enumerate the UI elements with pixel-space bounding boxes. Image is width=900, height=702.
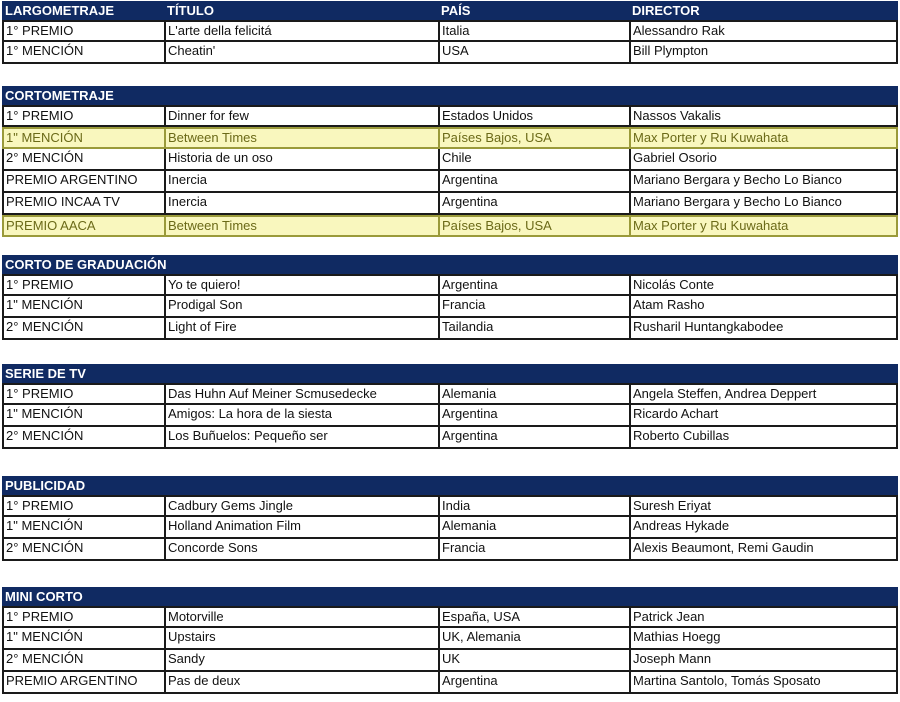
director-cell: Ricardo Achart (629, 405, 898, 425)
country-cell: Argentina (438, 672, 629, 692)
table-row (2, 650, 898, 672)
director-cell: Andreas Hykade (629, 517, 898, 537)
country-cell: Argentina (438, 193, 629, 213)
table-row (2, 42, 898, 64)
table-row (2, 149, 898, 171)
title-cell: Holland Animation Film (164, 517, 438, 537)
title-cell: Inercia (164, 171, 438, 191)
award-cell: 1" MENCIÓN (2, 129, 164, 147)
title-cell: Between Times (164, 129, 438, 147)
country-cell: Alemania (438, 385, 629, 403)
column-header-country: PAÍS (441, 3, 471, 18)
director-cell: Mariano Bergara y Becho Lo Bianco (629, 171, 898, 191)
director-cell: Atam Rasho (629, 296, 898, 316)
country-cell: Tailandia (438, 318, 629, 338)
table-row (2, 318, 898, 340)
award-cell: 2° MENCIÓN (2, 318, 164, 338)
director-cell: Max Porter y Ru Kuwahata (629, 217, 898, 235)
country-cell: USA (438, 42, 629, 62)
table-row-highlighted (2, 215, 898, 237)
country-cell: Países Bajos, USA (438, 129, 629, 147)
table-row (2, 20, 898, 42)
section-corto-de-graduacion (2, 255, 898, 340)
director-cell: Gabriel Osorio (629, 149, 898, 169)
title-cell: Historia de un oso (164, 149, 438, 169)
title-cell: Inercia (164, 193, 438, 213)
award-cell: 1" MENCIÓN (2, 405, 164, 425)
director-cell: Nassos Vakalis (629, 107, 898, 125)
award-cell: 2° MENCIÓN (2, 650, 164, 670)
country-cell: Italia (438, 22, 629, 40)
section-title: SERIE DE TV (5, 366, 86, 381)
table-row (2, 517, 898, 539)
section-mini-corto (2, 587, 898, 694)
award-cell: 1" MENCIÓN (2, 628, 164, 648)
director-cell: Angela Steffen, Andrea Deppert (629, 385, 898, 403)
table-row (2, 495, 898, 517)
table-row (2, 427, 898, 449)
country-cell: España, USA (438, 608, 629, 626)
country-cell: UK (438, 650, 629, 670)
title-cell: Motorville (164, 608, 438, 626)
title-cell: Between Times (164, 217, 438, 235)
award-cell: 1° PREMIO (2, 497, 164, 515)
section-header (2, 364, 898, 383)
section-header (2, 476, 898, 495)
director-cell: Alexis Beaumont, Remi Gaudin (629, 539, 898, 559)
award-cell: PREMIO INCAA TV (2, 193, 164, 213)
director-cell: Nicolás Conte (629, 276, 898, 294)
director-cell: Martina Santolo, Tomás Sposato (629, 672, 898, 692)
section-header (2, 587, 898, 606)
director-cell: Bill Plympton (629, 42, 898, 62)
title-cell: Das Huhn Auf Meiner Scmusedecke (164, 385, 438, 403)
director-cell: Suresh Eriyat (629, 497, 898, 515)
award-cell: 1° MENCIÓN (2, 42, 164, 62)
title-cell: Yo te quiero! (164, 276, 438, 294)
country-cell: Alemania (438, 517, 629, 537)
country-cell: Chile (438, 149, 629, 169)
table-row (2, 539, 898, 561)
title-cell: Concorde Sons (164, 539, 438, 559)
country-cell: Argentina (438, 276, 629, 294)
title-cell: Pas de deux (164, 672, 438, 692)
country-cell: Argentina (438, 405, 629, 425)
director-cell: Roberto Cubillas (629, 427, 898, 447)
section-publicidad (2, 476, 898, 561)
section-serie-de-tv (2, 364, 898, 449)
section-title: LARGOMETRAJE (5, 3, 115, 18)
section-header (2, 86, 898, 105)
award-cell: 1" MENCIÓN (2, 517, 164, 537)
award-cell: 1° PREMIO (2, 385, 164, 403)
award-cell: 1° PREMIO (2, 107, 164, 125)
column-header-title: TÍTULO (167, 3, 214, 18)
section-header (2, 1, 898, 20)
award-cell: 2° MENCIÓN (2, 427, 164, 447)
award-cell: PREMIO ARGENTINO (2, 171, 164, 191)
title-cell: Cadbury Gems Jingle (164, 497, 438, 515)
title-cell: Sandy (164, 650, 438, 670)
director-cell: Max Porter y Ru Kuwahata (629, 129, 898, 147)
column-header-director: DIRECTOR (632, 3, 700, 18)
section-cortometraje (2, 86, 898, 237)
country-cell: Países Bajos, USA (438, 217, 629, 235)
title-cell: L'arte della felicitá (164, 22, 438, 40)
section-title: MINI CORTO (5, 589, 83, 604)
director-cell: Mariano Bergara y Becho Lo Bianco (629, 193, 898, 213)
director-cell: Rusharil Huntangkabodee (629, 318, 898, 338)
country-cell: Argentina (438, 427, 629, 447)
award-cell: 2° MENCIÓN (2, 149, 164, 169)
director-cell: Patrick Jean (629, 608, 898, 626)
director-cell: Mathias Hoegg (629, 628, 898, 648)
section-title: PUBLICIDAD (5, 478, 86, 493)
table-row (2, 171, 898, 193)
section-title: CORTO DE GRADUACIÓN (5, 257, 167, 272)
title-cell: Light of Fire (164, 318, 438, 338)
table-row (2, 193, 898, 215)
table-row (2, 405, 898, 427)
award-cell: 1° PREMIO (2, 276, 164, 294)
award-cell: 1" MENCIÓN (2, 296, 164, 316)
table-row (2, 672, 898, 694)
director-cell: Joseph Mann (629, 650, 898, 670)
award-cell: 1° PREMIO (2, 608, 164, 626)
table-row (2, 105, 898, 127)
director-cell: Alessandro Rak (629, 22, 898, 40)
table-row (2, 296, 898, 318)
section-title: CORTOMETRAJE (5, 88, 114, 103)
title-cell: Dinner for few (164, 107, 438, 125)
country-cell: Francia (438, 296, 629, 316)
title-cell: Prodigal Son (164, 296, 438, 316)
table-row (2, 606, 898, 628)
title-cell: Amigos: La hora de la siesta (164, 405, 438, 425)
table-row (2, 274, 898, 296)
award-cell: 2° MENCIÓN (2, 539, 164, 559)
section-largometraje (2, 1, 898, 64)
title-cell: Cheatin' (164, 42, 438, 62)
award-cell: PREMIO AACA (2, 217, 164, 235)
award-cell: PREMIO ARGENTINO (2, 672, 164, 692)
award-cell: 1° PREMIO (2, 22, 164, 40)
section-header (2, 255, 898, 274)
country-cell: Francia (438, 539, 629, 559)
country-cell: Argentina (438, 171, 629, 191)
title-cell: Los Buñuelos: Pequeño ser (164, 427, 438, 447)
country-cell: India (438, 497, 629, 515)
table-row (2, 628, 898, 650)
table-row (2, 383, 898, 405)
table-row-highlighted (2, 127, 898, 149)
country-cell: Estados Unidos (438, 107, 629, 125)
title-cell: Upstairs (164, 628, 438, 648)
country-cell: UK, Alemania (438, 628, 629, 648)
